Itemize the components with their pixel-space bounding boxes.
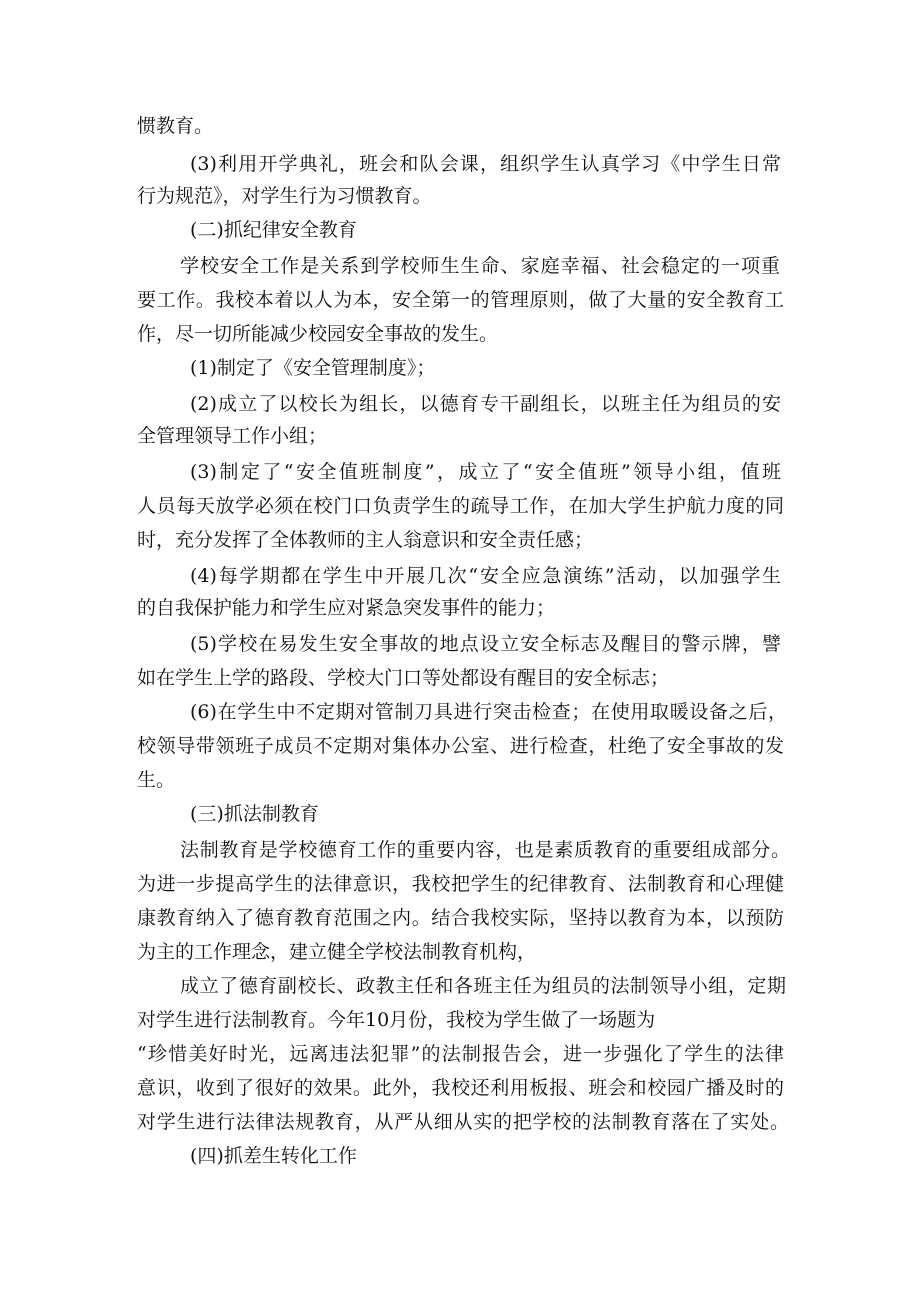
line-text: 人员每天放学必须在校门口负责学生的疏导工作，在加大学生护航力度的同 xyxy=(137,495,784,517)
line-text: 校领导带领班子成员不定期对集体办公室、进行检查，杜绝了安全事故的发 xyxy=(137,735,784,757)
line-text: (2)成立了以校长为组长，以德育专干副组长，以班主任为组员的安 xyxy=(190,393,781,415)
line-text: 要工作。我校本着以人为本，安全第一的管理原则，做了大量的安全教育工 xyxy=(137,289,784,311)
text-line xyxy=(0,424,920,448)
text-line xyxy=(0,1042,920,1066)
text-line xyxy=(0,1008,920,1032)
text-line xyxy=(0,940,920,964)
line-text: 为主的工作理念，建立健全学校法制教育机构， xyxy=(137,941,537,963)
line-text: (6)在学生中不定期对管制刀具进行突击检查；在使用取暖设备之后， xyxy=(190,701,787,723)
line-text: 如在学生上学的路段、学校大门口等处都设有醒目的安全标志； xyxy=(137,667,670,689)
line-text: (1)制定了《安全管理制度》； xyxy=(190,357,436,379)
line-text: 的自我保护能力和学生应对紧急突发事件的能力； xyxy=(137,597,556,619)
text-line xyxy=(0,564,920,588)
line-text: 学校安全工作是关系到学校师生生命、家庭幸福、社会稳定的一项重 xyxy=(180,255,780,277)
line-text: (二)抓纪律安全教育 xyxy=(190,219,357,241)
line-text: (四)抓差生转化工作 xyxy=(190,1145,357,1167)
text-line xyxy=(0,734,920,758)
text-line xyxy=(0,322,920,346)
text-line xyxy=(0,356,920,380)
line-text: 对学生进行法制教育。今年10月份，我校为学生做了一场题为 xyxy=(137,1009,656,1031)
line-text: 行为规范》，对学生行为习惯教育。 xyxy=(137,185,432,207)
text-line xyxy=(0,254,920,278)
section-heading xyxy=(0,802,920,826)
line-text: 生。 xyxy=(137,769,176,791)
text-line xyxy=(0,700,920,724)
text-line xyxy=(0,152,920,176)
line-text: 惯教育。 xyxy=(137,115,214,137)
line-text: 对学生进行法律法规教育，从严从细从实的把学校的法制教育落在了实处。 xyxy=(137,1111,789,1133)
line-text: 康教育纳入了德育教育范围之内。结合我校实际，坚持以教育为本，以预防 xyxy=(137,907,784,929)
line-text: (三)抓法制教育 xyxy=(190,803,319,825)
text-line xyxy=(0,288,920,312)
text-line xyxy=(0,460,920,484)
line-text: 成立了德育副校长、政教主任和各班主任为组员的法制领导小组，定期 xyxy=(180,975,786,997)
line-text: 意识，收到了很好的效果。此外，我校还利用板报、班会和校园广播及时的 xyxy=(137,1077,784,1099)
text-line xyxy=(0,114,920,138)
section-heading xyxy=(0,218,920,242)
text-line xyxy=(0,392,920,416)
text-line xyxy=(0,494,920,518)
section-heading xyxy=(0,1144,920,1168)
text-line xyxy=(0,632,920,656)
line-text: 全管理领导工作小组； xyxy=(137,425,328,447)
line-text: (4)每学期都在学生中开展几次“安全应急演练”活动，以加强学生 xyxy=(190,565,781,587)
line-text: (3)利用开学典礼，班会和队会课，组织学生认真学习《中学生日常 xyxy=(190,153,781,175)
text-line xyxy=(0,838,920,862)
line-text: 时，充分发挥了全体教师的主人翁意识和安全责任感； xyxy=(137,529,594,551)
text-line xyxy=(0,872,920,896)
line-text: 为进一步提高学生的法律意识，我校把学生的纪律教育、法制教育和心理健 xyxy=(137,873,784,895)
line-text: (5)学校在易发生安全事故的地点设立安全标志及醒目的警示牌，譬 xyxy=(190,633,781,655)
line-text: (3)制定了“安全值班制度”，成立了“安全值班”领导小组，值班 xyxy=(190,461,781,483)
text-line xyxy=(0,974,920,998)
line-text: “珍惜美好时光，远离违法犯罪”的法制报告会，进一步强化了学生的法律 xyxy=(137,1043,784,1065)
line-text: 法制教育是学校德育工作的重要内容，也是素质教育的重要组成部分。 xyxy=(180,839,790,861)
text-line xyxy=(0,528,920,552)
text-line xyxy=(0,768,920,792)
text-line xyxy=(0,906,920,930)
text-line xyxy=(0,184,920,208)
text-line xyxy=(0,1076,920,1100)
line-text: 作，尽一切所能减少校园安全事故的发生。 xyxy=(137,323,499,345)
text-line xyxy=(0,596,920,620)
text-line xyxy=(0,1110,920,1134)
text-line xyxy=(0,666,920,690)
